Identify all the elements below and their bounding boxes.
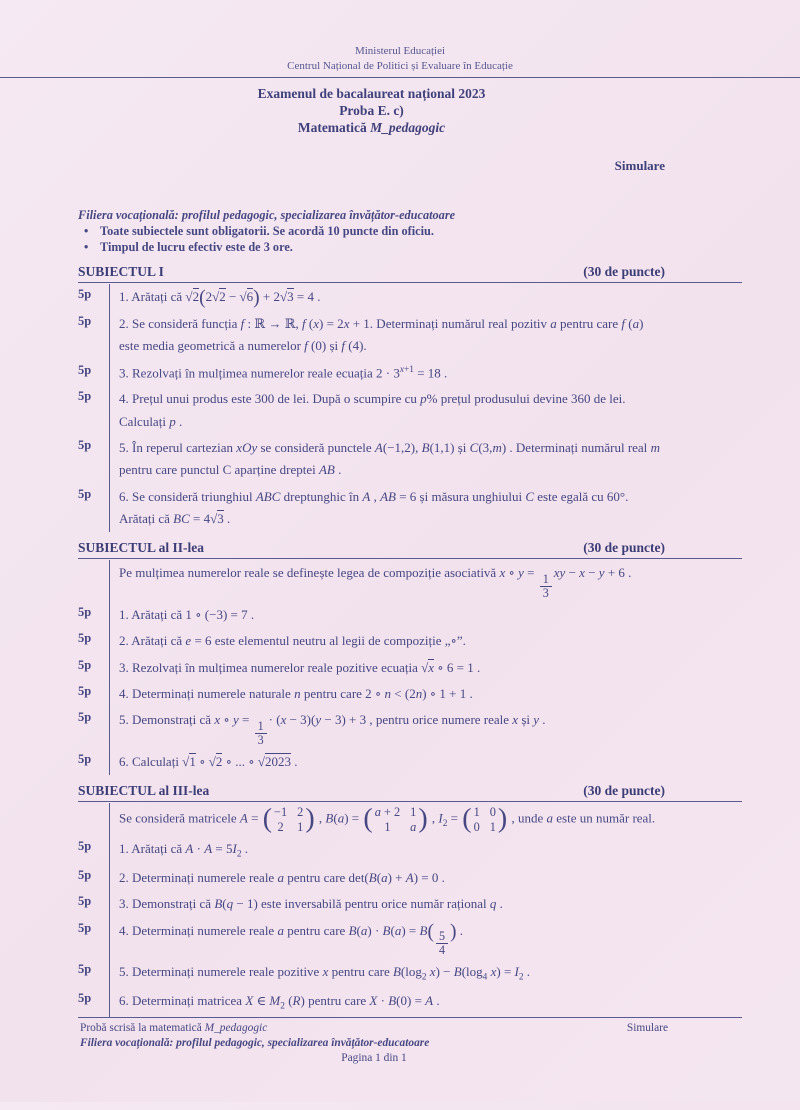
points-label: 5p — [78, 313, 92, 328]
problem-row — [78, 655, 665, 681]
bullet-icon: • — [84, 240, 89, 255]
problem-text: 6. Se consideră triunghiul ABC dreptunghic în A , AB = 6 și măsura unghiului C este egală cu 60°. Arătați că BC = 4√3 . — [109, 484, 665, 533]
points-label: 5p — [78, 962, 92, 977]
footer-simulare: Simulare — [626, 1021, 668, 1034]
problem-text: 3. Demonstrați că B(q − 1) este inversabilă pentru orice număr rațional q . — [109, 891, 665, 917]
subject-profile: M_pedagogic — [370, 120, 446, 136]
problem-row — [78, 602, 665, 628]
problem-text: Pe mulțimea numerelor reale se definește legea de compoziție asociativă x ∘ y = $\frac{1}{3}$ xy − x − y + 6 . — [109, 560, 665, 602]
section-subiectul-3 — [78, 783, 665, 1016]
problem-text: 2. Se consideră funcția f : ℝ → ℝ, f (x) = 2x + 1. Determinați numărul real pozitiv a pentru care f (a) este media geometrică a numerelor f (0) și f (4). — [109, 311, 665, 360]
problem-text: 4. Determinați numerele reale a pentru care B(a) · B(a) = B( $\frac{5}{4}$ ) . — [109, 918, 665, 960]
problem-text: 2. Determinați numerele reale a pentru care det(B(a) + A) = 0 . — [109, 865, 665, 891]
problem-row — [78, 360, 665, 387]
problem-text: 4. Determinați numerele naturale n pentru care 2 ∘ n < (2n) ∘ 1 + 1 . — [109, 681, 665, 707]
ministry-line-2: Centrul Național de Politici și Evaluare în Educație — [287, 59, 513, 72]
section-title: SUBIECTUL al II-lea — [78, 540, 205, 556]
problem-row — [78, 959, 665, 988]
points-label — [78, 803, 109, 836]
problem-row — [78, 284, 665, 310]
problem-row — [78, 707, 665, 749]
problem-row — [78, 918, 665, 960]
problem-row — [78, 435, 665, 484]
problem-row — [78, 749, 665, 775]
bullet-item — [78, 224, 665, 240]
problem-row — [78, 311, 665, 360]
points-label: 5p — [78, 894, 92, 909]
points-label: 5p — [78, 631, 92, 646]
problem-text: 1. Arătați că 1 ∘ (−3) = 7 . — [109, 602, 665, 628]
exam-titles — [78, 85, 665, 137]
points-label: 5p — [78, 751, 92, 766]
points-label: 5p — [78, 604, 92, 619]
problem-row — [78, 681, 665, 707]
problem-list — [78, 284, 665, 532]
problem-text: 1. Arătați că $A \cdot A = 5I_2$ . — [109, 836, 665, 865]
problem-text: 5. Demonstrați că x ∘ y = $\frac{1}{3}$ · (x − 3)(y − 3) + 3 , pentru orice numere reale x și y . — [109, 707, 665, 749]
subject-title: Matematică M_pedagogic — [297, 120, 446, 136]
footer-proba: Probă scrisă la matematică M_pedagogic — [80, 1021, 268, 1034]
filiera-note: Filiera vocațională: profilul pedagogic, specializarea învățător-educatoare — [78, 208, 456, 223]
points-label: 5p — [78, 990, 92, 1005]
section-points: (30 de puncte) — [583, 540, 665, 556]
points-label: 5p — [78, 287, 92, 302]
points-label: 5p — [78, 362, 92, 377]
problem-text: 5. În reperul cartezian xOy se consideră punctele A(−1,2), B(1,1) și C(3,m) . Determinați numărul real m pentru care punctul C aparține dreptei AB . — [109, 435, 665, 484]
problem-list — [78, 560, 665, 775]
points-label: 5p — [78, 389, 92, 404]
points-label: 5p — [78, 868, 92, 883]
section-points: (30 de puncte) — [583, 783, 665, 799]
exam-notes — [78, 208, 665, 256]
points-label: 5p — [78, 437, 92, 452]
bullet-text: Toate subiectele sunt obligatorii. Se acordă 10 puncte din oficiu. — [100, 224, 434, 239]
problem-text: 3. Rezolvați în mulțimea numerelor reale ecuația $2 \cdot 3^{x+1} = 18$ . — [109, 360, 665, 387]
bullet-item — [78, 240, 665, 256]
problem-text: 6. Calculați √1 ∘ √2 ∘ ... ∘ √2023 . — [109, 749, 665, 775]
section-title: SUBIECTUL al III-lea — [78, 783, 210, 799]
page-footer — [0, 1017, 800, 1110]
problem-row — [78, 865, 665, 891]
problem-list — [78, 803, 665, 1016]
section-heading — [78, 264, 742, 283]
problem-text: 5. Determinați numerele reale pozitive x pentru care $B(\log_2$ $x) - B(\log_4$ $x) = I_2$ . — [109, 959, 665, 988]
section-points: (30 de puncte) — [583, 264, 665, 280]
points-label: 5p — [78, 920, 92, 935]
points-label: 5p — [78, 839, 92, 854]
ministry-header — [0, 44, 800, 74]
problem-text: 6. Determinați matricea X ∈ $M_2$ (R) pentru care X · B(0) = A . — [109, 988, 665, 1017]
problem-text: Se consideră matricele A = ( −1 2 2 1 ) , B(a) = ( a + 2 1 1 a ) , $I_2$ = ( 1 0 0 1 ) , unde a este un număr real. — [109, 803, 665, 836]
problem-row — [78, 836, 665, 865]
exam-title: Examenul de bacalaureat național 2023 — [257, 85, 486, 101]
problem-row — [78, 628, 665, 654]
points-label: 5p — [78, 657, 92, 672]
points-label: 5p — [78, 710, 92, 725]
section-subiectul-1 — [78, 264, 665, 532]
bullet-icon: • — [84, 224, 89, 239]
problem-text: 3. Rezolvați în mulțimea numerelor reale pozitive ecuația √x ∘ 6 = 1 . — [109, 655, 665, 681]
problem-row — [78, 386, 665, 435]
problem-text: 1. Arătați că √2(2√2 − √6) + 2√3 = 4 . — [109, 284, 665, 310]
ministry-line-1: Ministerul Educației — [354, 45, 446, 57]
section-subiectul-2 — [78, 540, 665, 775]
problem-row — [78, 988, 665, 1017]
bullet-text: Timpul de lucru efectiv este de 3 ore. — [100, 240, 293, 255]
simulare-badge: Simulare — [614, 158, 665, 174]
problem-text: 2. Arătați că e = 6 este elementul neutru al legii de compoziție „∘”. — [109, 628, 665, 654]
points-label — [78, 560, 109, 602]
points-label: 5p — [78, 683, 92, 698]
page-body — [0, 78, 800, 1017]
section-intro-row — [78, 803, 665, 836]
page-number: Pagina 1 din 1 — [341, 1051, 407, 1064]
points-label: 5p — [78, 486, 92, 501]
section-heading — [78, 540, 742, 559]
section-intro-row — [78, 560, 665, 602]
footer-filiera: Filiera vocațională: profilul pedagogic, specializarea învățător-educatoare — [80, 1036, 430, 1049]
problem-row — [78, 891, 665, 917]
problem-text: 4. Prețul unui produs este 300 de lei. După o scumpire cu p% prețul produsului devine 360 de lei. Calculați p . — [109, 386, 665, 435]
footer-row-1 — [80, 1021, 668, 1036]
proba-label: Proba E. c) — [339, 102, 404, 118]
problem-row — [78, 484, 665, 533]
section-title: SUBIECTUL I — [78, 264, 164, 280]
section-heading — [78, 783, 742, 802]
